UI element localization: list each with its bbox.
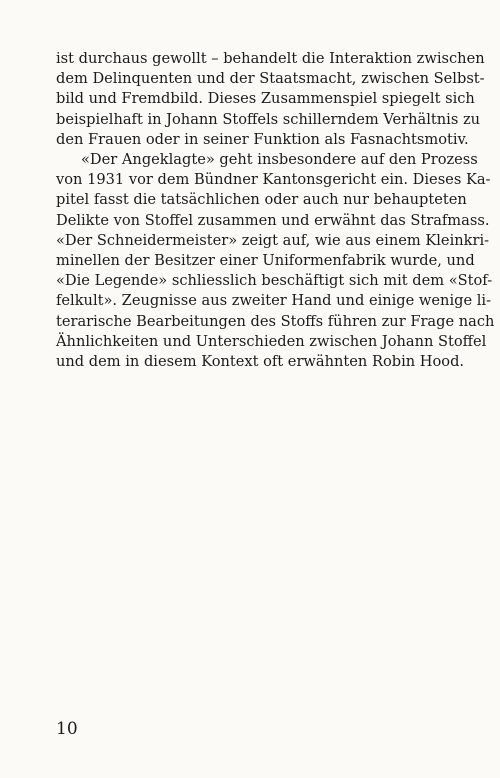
text-line: bild und Fremdbild. Dieses Zusammenspiel spiegelt sich — [56, 90, 475, 108]
text-line: «Der Schneidermeister» zeigt auf, wie aus einem Kleinkri- — [56, 231, 490, 249]
text-line: Delikte von Stoffel zusammen und erwähnt das Strafmass. — [56, 211, 490, 229]
text-line: «Die Legende» schliesslich beschäftigt sich mit dem «Stof- — [56, 272, 493, 290]
text-line: den Frauen oder in seiner Funktion als Fasnachtsmotiv. — [56, 130, 469, 148]
text-line: pitel fasst die tatsächlichen oder auch nur behaupteten — [56, 191, 467, 209]
text-line: Ähnlichkeiten und Unterschieden zwischen Johann Stoffel — [56, 332, 487, 350]
text-line: «Der Angeklagte» geht insbesondere auf den Prozess — [81, 151, 478, 169]
paragraph-1 — [56, 49, 485, 150]
text-line: felkult». Zeugnisse aus zweiter Hand und einige wenige li- — [56, 292, 492, 310]
text-line: beispielhaft in Johann Stoffels schillerndem Verhältnis zu — [56, 110, 481, 128]
text-line: minellen der Besitzer einer Uniformenfabrik wurde, und — [56, 252, 475, 270]
body-text — [56, 49, 495, 372]
text-line: von 1931 vor dem Bündner Kantonsgericht ein. Dieses Ka- — [56, 171, 491, 189]
page-number: 10 — [56, 719, 78, 739]
text-line: dem Delinquenten und der Staatsmacht, zwischen Selbst- — [56, 70, 485, 88]
text-line: terarische Bearbeitungen des Stoffs führen zur Frage nach — [56, 312, 495, 330]
paragraph-2 — [56, 150, 495, 372]
text-line: ist durchaus gewollt – behandelt die Interaktion zwischen — [56, 50, 485, 67]
text-line: und dem in diesem Kontext oft erwähnten Robin Hood. — [56, 353, 465, 371]
